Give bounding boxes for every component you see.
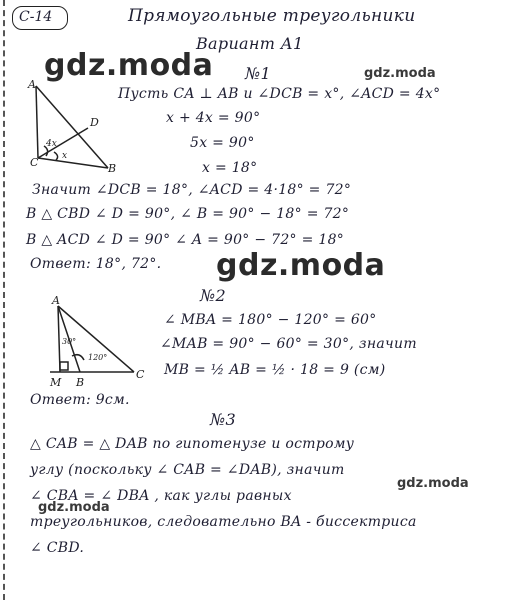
figure-label: C xyxy=(30,156,39,169)
figure-label: 120° xyxy=(88,353,108,362)
watermark-small: gdz.moda xyxy=(38,500,110,515)
task1-line: 5x = 90° xyxy=(190,135,255,151)
figure-label: x xyxy=(62,151,68,161)
section-code: C-14 xyxy=(19,9,53,25)
task3-line: треугольников, следовательно BA - биссектриса xyxy=(30,514,417,530)
task2-line: ∠ MBA = 180° − 120° = 60° xyxy=(164,312,377,328)
task3-line: ∠ CBD. xyxy=(30,540,85,556)
figure-label: B xyxy=(76,376,85,389)
task1-line: Значит ∠DCB = 18°, ∠ACD = 4·18° = 72° xyxy=(32,182,352,198)
task1-line: x = 18° xyxy=(202,160,258,176)
variant-title: Вариант А1 xyxy=(196,34,304,53)
task1-line: В △ CBD ∠ D = 90°, ∠ B = 90° − 18° = 72° xyxy=(26,206,350,222)
task3-line: △ CAB = △ DAB по гипотенузе и острому xyxy=(30,436,355,452)
task2-line: ∠MAB = 90° − 60° = 30°, значит xyxy=(160,336,417,352)
task1-answer: Ответ: 18°, 72°. xyxy=(30,256,162,272)
task1-line: В △ ACD ∠ D = 90° ∠ A = 90° − 72° = 18° xyxy=(26,232,345,248)
task3-line: углу (поскольку ∠ CAB = ∠DAB), значит xyxy=(30,462,345,478)
figure-label: A xyxy=(52,294,60,307)
figure-label: A xyxy=(28,78,36,91)
task3-number: №3 xyxy=(210,410,236,429)
page-title: Прямоугольные треугольники xyxy=(128,6,416,26)
figure-label: 4x xyxy=(46,139,57,149)
watermark-small: gdz.moda xyxy=(397,476,469,491)
figure-label: B xyxy=(108,162,117,175)
task3-line: ∠ CBA = ∠ DBA , как углы равных xyxy=(30,488,292,504)
figure-label: M xyxy=(50,376,62,389)
figure-label: D xyxy=(90,116,99,129)
watermark-small: gdz.moda xyxy=(364,66,436,81)
task2-answer: Ответ: 9см. xyxy=(30,392,130,408)
figure-label: C xyxy=(136,368,145,381)
watermark: gdz.moda xyxy=(44,48,214,83)
task1-line: Пусть CA ⊥ AB и ∠DCB = x°, ∠ACD = 4x° xyxy=(118,86,441,102)
task2-number: №2 xyxy=(200,286,226,305)
task2-line: MB = ½ AB = ½ · 18 = 9 (см) xyxy=(164,362,386,378)
figure-label: 30° xyxy=(62,337,77,346)
task1-number: №1 xyxy=(245,64,271,83)
task1-line: x + 4x = 90° xyxy=(166,110,261,126)
watermark: gdz.moda xyxy=(216,248,386,283)
